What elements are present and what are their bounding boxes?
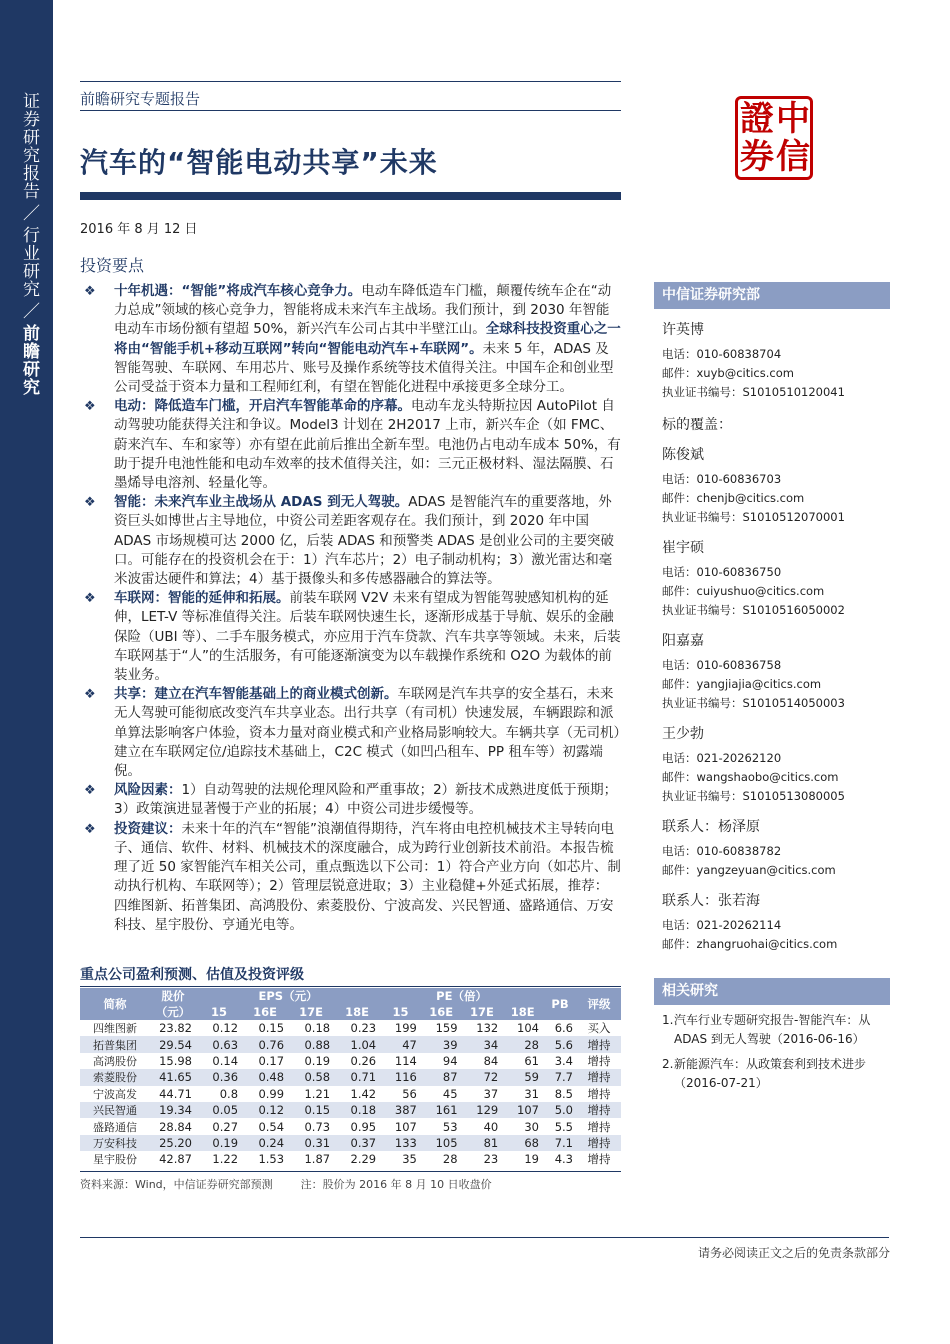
related-index: 2. (662, 1057, 674, 1071)
value-cell: 1.53 (258, 1152, 285, 1167)
analyst-email[interactable]: 邮件：chenjb@citics.com (662, 491, 805, 505)
table-row (80, 1069, 621, 1085)
key-point-heading: 十年机遇：“智能”将成汽车核心竞争力。 (114, 283, 362, 299)
report-date: 2016 年 8 月 12 日 (80, 222, 198, 237)
related-text: 新能源汽车：从政策套利到技术进步（2016-07-21） (674, 1057, 867, 1090)
divider (80, 1171, 621, 1172)
value-cell: 0.27 (212, 1119, 239, 1134)
related-research (654, 978, 890, 1093)
contact-email[interactable]: 邮件：yangzeyuan@citics.com (662, 863, 836, 877)
analyst-phone: 电话：010-60836750 (662, 565, 782, 579)
logo-char: 信 (776, 137, 810, 177)
header-price-unit: （元） (150, 1004, 196, 1020)
company-name: 高鸿股份 (93, 1054, 137, 1068)
analyst-card (654, 537, 890, 620)
logo-char: 中 (776, 99, 810, 139)
value-cell: 53 (442, 1119, 458, 1134)
key-point-heading: 车联网：智能的延伸和拓展。 (114, 590, 290, 607)
contact-name: 联系人：张若海 (662, 893, 760, 909)
value-cell: 0.12 (212, 1021, 239, 1036)
value-cell: 7.7 (543, 1069, 577, 1085)
analyst-phone: 电话：010-60836758 (662, 658, 782, 672)
table-row (80, 1086, 621, 1102)
title-bar (80, 192, 621, 200)
value-cell: 0.71 (334, 1069, 380, 1085)
analyst-card (654, 319, 890, 402)
company-name: 万安科技 (80, 1135, 150, 1151)
company-name: 拓普集团 (80, 1036, 150, 1052)
analyst-cert: 执业证书编号：S1010514050003 (662, 696, 845, 710)
contact-phone: 电话：010-60838782 (662, 844, 782, 858)
key-point (80, 282, 621, 397)
value-cell: 30 (524, 1119, 539, 1134)
key-point-text: 1）自动驾驶的法规伦理风险和严重事故；2）新技术成熟进度低于预期；3）政策演进显著慢于产业的拓展；4）中资公司进步缓慢等。 (114, 782, 618, 818)
rating-cell: 增持 (577, 1135, 621, 1151)
key-point-text: ADAS 是智能汽车的重要落地，外资巨头如博世占主导地位，中资公司差距客观存在。我们预计，到 2020 年中国 ADAS 市场规模可达 2000 亿，后装 ADAS 和预警类 ADAS 是创业公司的主要突破口。可能存在的投资机会在于：1）汽车芯片；2）电子制动机构；3）激光雷达和毫米波雷达硬件和算法；4）基于摄像头和多传感器融合的算法等。 (114, 494, 614, 588)
page-title: 汽车的“智能电动共享”未来 (80, 146, 438, 179)
diamond-bullet-icon: ❖ (84, 783, 96, 799)
header-price: 股价 (150, 988, 196, 1004)
value-cell: 19.34 (150, 1102, 196, 1118)
header-year: 18E (502, 1004, 543, 1020)
key-point-text: 车联网是汽车共享的安全基石，未来无人驾驶可能彻底改变汽车共享业态。出行共享（有司机）快速发展，车辆跟踪和派单算法影响客户体验，资本力量对商业模式和产业格局影响较大。车辆共享（无司机）建立在车联网定位/追踪技术基础上，C2C 模式（如凹凸租车、PP 租车等）初露端倪。 (114, 686, 621, 780)
analyst-phone: 电话：010-60838704 (662, 347, 782, 361)
top-rule (80, 81, 621, 82)
table-row (80, 1036, 621, 1052)
value-cell: 0.17 (258, 1053, 285, 1068)
logo-char: 券 (740, 137, 774, 177)
value-cell: 0.73 (304, 1119, 331, 1134)
value-cell: 56 (402, 1086, 417, 1101)
related-text: 汽车行业专题研究报告-智能汽车：从 ADAS 到无人驾驶（2016-06-16） (674, 1013, 871, 1046)
value-cell: 81 (462, 1135, 503, 1151)
key-point-heading: 共享：建立在汽车智能基础上的商业模式创新。 (114, 686, 398, 703)
value-cell: 1.21 (304, 1086, 331, 1101)
rating-cell: 增持 (577, 1036, 621, 1052)
value-cell: 116 (380, 1069, 421, 1085)
value-cell: 23.82 (159, 1021, 192, 1036)
contact-email[interactable]: 邮件：zhangruohai@citics.com (662, 937, 838, 951)
key-point-text: 电动车龙头特斯拉因 AutoPilot 自动驾驶功能获得关注和争议。Model3 计划在 2H2017 上市，新兴车企（如 FMC、蔚来汽车、车和家等）亦有望在此前后推出全新车型。电池仍占电动车成本 50%，有助于提升电池性能和电动车效率的技术值得关注，如：三元正极材料、湿法隔膜、石墨烯导电溶剂、轻量化等。 (114, 398, 621, 492)
section-heading: 投资要点 (80, 256, 145, 275)
value-cell: 28 (502, 1036, 543, 1052)
value-cell: 0.8 (219, 1086, 239, 1101)
header-eps: EPS（元） (196, 988, 380, 1004)
analyst-cert: 执业证书编号：S1010510120041 (662, 385, 845, 399)
diamond-bullet-icon: ❖ (84, 495, 96, 511)
key-point (80, 820, 621, 935)
diamond-bullet-icon: ❖ (84, 284, 96, 299)
value-cell: 87 (421, 1069, 462, 1085)
value-cell: 6.6 (554, 1021, 573, 1036)
value-cell: 0.23 (350, 1021, 377, 1036)
value-cell: 15.98 (159, 1053, 192, 1068)
value-cell: 37 (483, 1086, 499, 1101)
value-cell: 59 (502, 1069, 543, 1085)
sidebar (654, 282, 890, 1093)
value-cell: 0.48 (242, 1069, 288, 1085)
value-cell: 39 (421, 1036, 462, 1052)
key-point-text: 电动车降低造车门槛，颠覆传统车企在“动力总成”领域的核心竞争力，智能将成未来汽车主战场。我们预计，到 2030 年智能电动车市场份额有望超 50%，新兴汽车公司占其中半壁江山。 (114, 283, 612, 338)
key-point-text: 未来 5 年，ADAS 及智能驾驶、车联网、车用芯片、账号及操作系统等技术值得关注。中国车企和创业型公司受益于资本力量和工程师红利，有望在智能化进程中承接更多全球分工。 (114, 340, 614, 396)
diamond-bullet-icon: ❖ (84, 821, 96, 837)
rating-cell: 增持 (587, 1053, 611, 1068)
analyst-phone: 电话：021-20262120 (662, 751, 782, 765)
analyst-name: 崔宇硕 (662, 540, 704, 556)
value-cell: 72 (462, 1069, 503, 1085)
analyst-phone: 电话：010-60836703 (662, 472, 782, 486)
value-cell: 0.76 (242, 1036, 288, 1052)
value-cell: 0.88 (288, 1036, 334, 1052)
analyst-card (654, 723, 890, 806)
key-point-heading: 全球科技投资重心之一将由“智能手机+移动互联网”转向“智能电动汽车+车联网”。 (114, 321, 621, 357)
diamond-bullet-icon: ❖ (84, 399, 96, 415)
value-cell: 0.05 (196, 1102, 242, 1118)
key-point-heading: 风险因素： (114, 782, 182, 799)
analyst-cert: 执业证书编号：S1010516050002 (662, 603, 845, 617)
value-cell: 129 (462, 1102, 503, 1118)
rating-cell: 增持 (587, 1119, 611, 1134)
analyst-name: 王少勃 (662, 726, 704, 742)
value-cell: 28.84 (159, 1119, 192, 1134)
analyst-email[interactable]: 邮件：yangjiajia@citics.com (662, 677, 822, 691)
value-cell: 84 (483, 1053, 499, 1068)
value-cell: 5.5 (554, 1119, 573, 1134)
key-point-heading: 投资建议： (114, 820, 182, 837)
value-cell: 1.42 (350, 1086, 377, 1101)
strip-category: 证券研究报告 (19, 92, 39, 200)
analyst-cert: 执业证书编号：S1010513080005 (662, 789, 845, 803)
value-cell: 0.95 (350, 1119, 377, 1134)
value-cell: 23 (483, 1152, 499, 1167)
analyst-cert: 执业证书编号：S1010512070001 (662, 510, 845, 524)
rating-cell: 增持 (587, 1152, 611, 1167)
rating-cell: 增持 (577, 1102, 621, 1118)
contact-name: 联系人：杨泽原 (662, 819, 760, 835)
value-cell: 28 (442, 1152, 458, 1167)
key-point (80, 685, 621, 781)
strip-separator: ／ (19, 302, 39, 320)
value-cell: 1.04 (334, 1036, 380, 1052)
logo-char: 證 (740, 99, 774, 139)
value-cell: 2.29 (350, 1152, 377, 1167)
key-point-text: 前装车联网 V2V 未来有望成为智能驾驶感知机构的延伸，LET-V 等标准值得关注。后装车联网快速生长，逐渐形成基于导航、娱乐的金融保险（UBI 等）、二手车服务模式，亦应用于汽车贷款、汽车共享等领域。未来，后装车联网基于“人”的生活服务，有可能逐渐演变为以车载操作系统和 O2O 为载体的前装业务。 (114, 590, 621, 684)
header-pe: PE（倍） (380, 988, 543, 1004)
value-cell: 40 (483, 1119, 499, 1134)
value-cell: 5.0 (543, 1102, 577, 1118)
value-cell: 25.20 (150, 1135, 196, 1151)
value-cell: 0.18 (334, 1102, 380, 1118)
table-row (80, 1053, 621, 1069)
value-cell: 161 (421, 1102, 462, 1118)
company-name: 星宇股份 (93, 1153, 137, 1167)
forecast-table (80, 988, 621, 1168)
contact-card (654, 816, 890, 880)
value-cell: 35 (402, 1152, 417, 1167)
value-cell: 0.37 (334, 1135, 380, 1151)
company-name: 索菱股份 (80, 1069, 150, 1085)
value-cell: 387 (380, 1102, 421, 1118)
analyst-email[interactable]: 邮件：wangshaobo@citics.com (662, 770, 839, 784)
value-cell: 1.87 (304, 1152, 331, 1167)
analyst-name: 陈俊斌 (662, 447, 704, 463)
value-cell: 0.15 (258, 1021, 285, 1036)
value-cell: 0.31 (288, 1135, 334, 1151)
key-point (80, 781, 621, 819)
table-row (80, 1151, 621, 1167)
value-cell: 47 (380, 1036, 421, 1052)
analyst-name: 阳嘉嘉 (662, 633, 704, 649)
strip-series: 前瞻研究 (19, 324, 39, 396)
value-cell: 4.3 (554, 1152, 573, 1167)
footer-rule (80, 1237, 889, 1238)
header-year: 17E (462, 1004, 503, 1020)
value-cell: 0.14 (212, 1053, 239, 1068)
rating-cell: 增持 (587, 1086, 611, 1101)
table-note: 注：股价为 2016 年 8 月 10 日收盘价 (300, 1178, 492, 1191)
related-item[interactable] (654, 1011, 890, 1049)
value-cell: 133 (380, 1135, 421, 1151)
header-year: 15 (380, 1004, 421, 1020)
value-cell: 0.58 (288, 1069, 334, 1085)
value-cell: 0.54 (258, 1119, 285, 1134)
table-source: 资料来源：Wind，中信证券研究部预测 (80, 1178, 273, 1191)
value-cell: 104 (517, 1021, 539, 1036)
value-cell: 0.19 (196, 1135, 242, 1151)
analyst-email[interactable]: 邮件：xuyb@citics.com (662, 366, 794, 380)
diamond-bullet-icon: ❖ (84, 687, 96, 703)
value-cell: 199 (394, 1021, 417, 1036)
value-cell: 0.99 (258, 1086, 285, 1101)
company-name: 宁波高发 (93, 1087, 137, 1101)
table-row (80, 1118, 621, 1134)
side-strip (0, 0, 53, 1344)
value-cell: 7.1 (543, 1135, 577, 1151)
strip-separator: ／ (19, 204, 39, 222)
value-cell: 3.4 (554, 1053, 573, 1068)
table-row (80, 1102, 621, 1118)
value-cell: 19 (524, 1152, 539, 1167)
diamond-bullet-icon: ❖ (84, 591, 96, 607)
header-year: 15 (196, 1004, 242, 1020)
related-index: 1. (662, 1013, 674, 1027)
value-cell: 34 (462, 1036, 503, 1052)
company-name: 四维图新 (93, 1022, 137, 1036)
value-cell: 0.63 (196, 1036, 242, 1052)
footer-disclaimer: 请务必阅读正文之后的免责条款部分 (697, 1246, 890, 1260)
key-point (80, 589, 621, 685)
value-cell: 107 (394, 1119, 417, 1134)
divider (80, 110, 621, 111)
header-year: 16E (242, 1004, 288, 1020)
header-year: 16E (421, 1004, 462, 1020)
value-cell: 0.24 (242, 1135, 288, 1151)
value-cell: 8.5 (554, 1086, 573, 1101)
value-cell: 107 (502, 1102, 543, 1118)
table-footnote (80, 1176, 520, 1192)
value-cell: 105 (421, 1135, 462, 1151)
side-strip-text (14, 92, 40, 396)
value-cell: 94 (442, 1053, 458, 1068)
rating-cell: 买入 (587, 1021, 611, 1036)
key-point-heading: 智能：未来汽车业主战场从 ADAS 到无人驾驶。 (114, 494, 409, 511)
divider (80, 986, 621, 987)
value-cell: 42.87 (159, 1152, 192, 1167)
analyst-name: 许英博 (662, 322, 704, 338)
value-cell: 0.36 (196, 1069, 242, 1085)
table-row (80, 1020, 621, 1036)
header-year: 18E (334, 1004, 380, 1020)
company-name: 盛路通信 (93, 1120, 137, 1134)
value-cell: 0.15 (288, 1102, 334, 1118)
analyst-card (654, 630, 890, 713)
value-cell: 132 (476, 1021, 499, 1036)
key-point (80, 397, 621, 493)
coverage-label: 标的覆盖： (662, 417, 732, 433)
related-heading: 相关研究 (654, 978, 890, 1005)
header-year: 17E (288, 1004, 334, 1020)
value-cell: 0.18 (304, 1021, 331, 1036)
value-cell: 68 (502, 1135, 543, 1151)
key-point-text: 未来十年的汽车“智能”浪潮值得期待，汽车将由电控机械技术主导转向电子、通信、软件、材料、机械技术的深度融合，成为跨行业创新技术前沿。本报告梳理了近 50 家智能汽车相关公司，重点甄选以下公司：1）符合产业方向（如芯片、制动执行机构、车联网等）；2）管理层锐意进取；3）主业稳健+外延式拓展，推荐：四维图新、拓普集团、高鸿股份、索菱股份、宁波高发、兴民智通、盛路通信、万安科技、星宇股份、亨通光电等。 (114, 820, 621, 933)
value-cell: 1.22 (212, 1152, 239, 1167)
analyst-card (654, 444, 890, 527)
contact-card (654, 890, 890, 954)
table-title: 重点公司盈利预测、估值及投资评级 (80, 967, 304, 983)
rating-cell: 增持 (577, 1069, 621, 1085)
key-point-heading: 电动：降低造车门槛，开启汽车智能革命的序幕。 (114, 398, 411, 415)
header-pb: PB (543, 988, 577, 1020)
report-type: 前瞻研究专题报告 (80, 90, 201, 108)
contact-phone: 电话：021-20262114 (662, 918, 782, 932)
analyst-email[interactable]: 邮件：cuiyushuo@citics.com (662, 584, 825, 598)
table-row (80, 1135, 621, 1151)
value-cell: 0.12 (242, 1102, 288, 1118)
value-cell: 114 (394, 1053, 417, 1068)
value-cell: 45 (442, 1086, 458, 1101)
value-cell: 44.71 (159, 1086, 192, 1101)
company-name: 兴民智通 (80, 1102, 150, 1118)
related-item[interactable] (654, 1055, 890, 1093)
value-cell: 61 (524, 1053, 539, 1068)
key-points (80, 282, 621, 935)
value-cell: 0.26 (350, 1053, 377, 1068)
citic-securities-logo (735, 96, 813, 180)
value-cell: 5.6 (543, 1036, 577, 1052)
value-cell: 159 (435, 1021, 458, 1036)
dept-heading: 中信证券研究部 (654, 282, 890, 309)
key-point (80, 493, 621, 589)
value-cell: 0.19 (304, 1053, 331, 1068)
value-cell: 31 (524, 1086, 539, 1101)
value-cell: 29.54 (150, 1036, 196, 1052)
value-cell: 41.65 (150, 1069, 196, 1085)
strip-subcategory: 行业研究 (19, 226, 39, 298)
header-name: 简称 (80, 988, 150, 1020)
header-rating: 评级 (577, 988, 621, 1020)
